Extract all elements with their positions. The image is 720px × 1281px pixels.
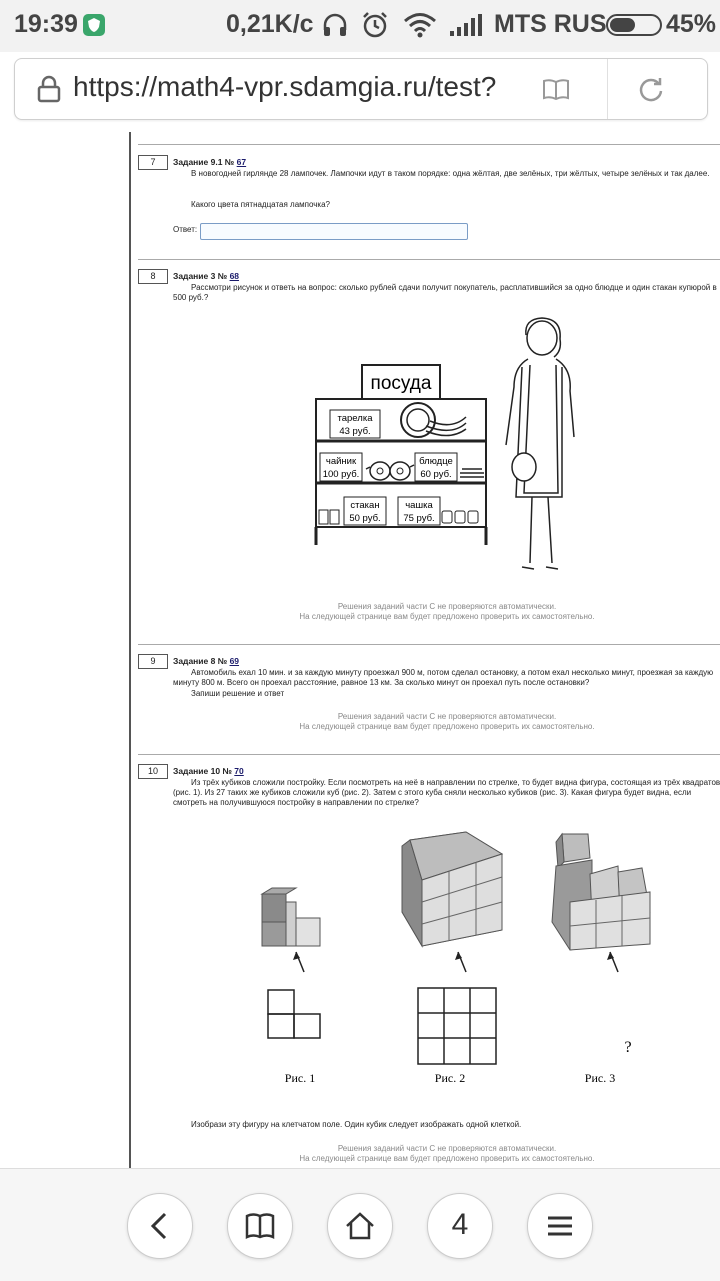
- reload-icon[interactable]: [637, 75, 665, 103]
- shop-sign: посуда: [370, 373, 432, 394]
- task-link[interactable]: 67: [236, 157, 247, 167]
- item-name: блюдце: [419, 456, 453, 467]
- shield-icon: [82, 13, 106, 37]
- home-button[interactable]: [327, 1193, 393, 1259]
- signal-icon: [449, 13, 483, 37]
- separator: [138, 754, 720, 755]
- cups-drawing: [442, 511, 478, 523]
- separator: [138, 144, 720, 145]
- dishes-shop-figure: [300, 317, 600, 572]
- fig3-cubes: [552, 834, 650, 950]
- separator: [138, 259, 720, 260]
- url-divider: [607, 59, 608, 119]
- tabs-button[interactable]: [427, 1193, 493, 1259]
- home-icon: [344, 1210, 376, 1242]
- answer-input[interactable]: [200, 223, 468, 240]
- alarm-icon: [361, 11, 389, 39]
- fig2-cube: [402, 832, 502, 946]
- item-name: чашка: [405, 500, 433, 511]
- auto-check-note: Решения заданий части С не проверяются автоматически. На следующей странице вам будет предложено проверить их самостоятельно.: [299, 712, 595, 731]
- task-title: Задание 9.1 № 67: [173, 157, 247, 167]
- item-price: 75 руб.: [403, 513, 435, 524]
- task-title: Задание 8 № 69: [173, 656, 240, 666]
- task-link[interactable]: 70: [234, 766, 244, 776]
- separator: [138, 644, 720, 645]
- teapots-drawing: [366, 462, 414, 480]
- answer-label: Ответ:: [173, 225, 198, 234]
- task-question: Какого цвета пятнадцатая лампочка?: [191, 200, 330, 209]
- task-text: Из трёх кубиков сложили постройку. Если посмотреть на неё в направлении по стрелке, то будет видна фигура, состоящая из трёх квадратов (рис. 1). Из 27 таких же кубиков сложили куб (рис. 2). Затем с этого куба сняли несколько кубиков (рис. 3). Какая фигура будет видна, если смотреть на получившуюся постройку в направлении по стрелке?: [173, 778, 720, 807]
- item-price: 60 руб.: [420, 469, 452, 480]
- carrier-name: MTS RUS: [494, 10, 607, 38]
- task-instruction: Изобрази эту фигуру на клетчатом поле. Один кубик следует изображать одной клеткой.: [191, 1120, 522, 1129]
- fig-label: Рис. 2: [434, 1071, 466, 1085]
- fig1-view: [268, 990, 320, 1038]
- item-price: 50 руб.: [349, 513, 381, 524]
- auto-check-note: Решения заданий части С не проверяются автоматически. На следующей странице вам будет предложено проверить их самостоятельно.: [299, 602, 595, 621]
- task-number: 8: [138, 269, 168, 284]
- fig2-view: [418, 988, 496, 1064]
- tab-count: 4: [451, 1208, 469, 1241]
- item-name: стакан: [350, 500, 380, 511]
- task-instruction: Запиши решение и ответ: [191, 689, 285, 698]
- item-name: чайник: [325, 456, 357, 467]
- left-margin-line: [129, 132, 131, 1168]
- network-speed: 0,21K/c: [226, 10, 314, 38]
- page-content: [0, 132, 720, 1168]
- glasses-drawing: [319, 510, 339, 524]
- bookmarks-button[interactable]: [227, 1193, 293, 1259]
- task-number: 9: [138, 654, 168, 669]
- address-bar[interactable]: [14, 58, 708, 120]
- fig-label: Рис. 1: [284, 1071, 316, 1085]
- battery-icon: [606, 14, 662, 36]
- saucers-drawing: [460, 469, 484, 477]
- item-name: тарелка: [337, 413, 373, 424]
- unknown-figure-mark: ?: [624, 1039, 632, 1056]
- saleswoman-drawing: [506, 318, 574, 569]
- fig-label: Рис. 3: [584, 1071, 616, 1085]
- task-link[interactable]: 69: [229, 656, 240, 666]
- reader-mode-icon[interactable]: [542, 78, 570, 100]
- headphones-icon: [322, 12, 348, 38]
- task-number: 10: [138, 764, 168, 779]
- wifi-icon: [403, 12, 437, 38]
- menu-button[interactable]: [527, 1193, 593, 1259]
- task-text: В новогодней гирлянде 28 лампочек. Лампочки идут в таком порядке: одна жёлтая, две зелёных, три жёлтых, четыре зелёных и так далее.: [191, 169, 710, 178]
- item-price: 100 руб.: [322, 469, 360, 480]
- menu-icon: [544, 1210, 576, 1242]
- lock-icon: [37, 75, 61, 103]
- status-time: 19:39: [14, 10, 78, 38]
- browser-bottom-bar: [0, 1168, 720, 1281]
- back-button[interactable]: [127, 1193, 193, 1259]
- fig1-cubes: [262, 888, 320, 946]
- cubes-figure: [240, 822, 680, 1102]
- battery-percent: 45%: [666, 10, 717, 38]
- book-icon: [244, 1210, 276, 1242]
- auto-check-note: Решения заданий части С не проверяются автоматически. На следующей странице вам будет предложено проверить их самостоятельно.: [299, 1144, 595, 1163]
- task-title: Задание 10 № 70: [173, 766, 244, 776]
- task-text: Автомобиль ехал 10 мин. и за каждую минуту проезжал 900 м, потом сделал остановку, а потом ехал несколько минут, проезжая за каждую минуту 800 м. Всего он проехал расстояние, равное 13 км. За сколько минут он проехал путь после остановки?: [173, 668, 714, 687]
- task-text: Рассмотри рисунок и ответь на вопрос: сколько рублей сдачи получит покупатель, расплатившийся за одно блюдце и один стакан купюрой в 500 руб.?: [173, 283, 717, 302]
- task-title: Задание 3 № 68: [173, 271, 240, 281]
- item-price: 43 руб.: [339, 426, 371, 437]
- back-arrow-icon: [144, 1210, 176, 1242]
- url-text[interactable]: https://math4-vpr.sdamgia.ru/test?: [73, 71, 497, 102]
- task-link[interactable]: 68: [229, 271, 240, 281]
- status-bar: [0, 0, 720, 52]
- task-number: 7: [138, 155, 168, 170]
